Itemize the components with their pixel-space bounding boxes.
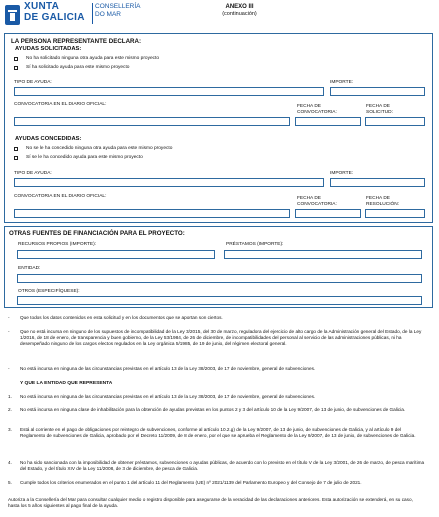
others-label: OTROS (ESPECIFÍQUESE): [18, 289, 80, 294]
requested-amount-field[interactable] [330, 87, 425, 96]
requested-no-label: No ha solicitado ninguna otra ayuda para este mismo proyecto [26, 56, 160, 61]
requested-amount-label: IMPORTE: [330, 80, 354, 85]
requested-aid-title: AYUDAS SOLICITADAS: [15, 46, 82, 52]
granted-call-date-label-1: FECHA DE [297, 196, 321, 201]
granted-amount-field[interactable] [330, 178, 425, 187]
numbered-text-4: No ha sido sancionada con la imposibilidad de obtener préstamos, subvenciones o ayudas públicas, de acuerdo con lo previsto en el título V de la Ley 3/2001, de 26 de marzo, de pesca marítima del Estado, y del título XIV de la Ley 11/2008, de 3 de diciembre, de pesca de Galicia. [20, 460, 425, 471]
granted-call-date-field[interactable] [295, 209, 361, 218]
declaration-text-2: Que no está incursa en ninguno de los supuestos de incompatibilidad de la Ley 3/2015, del 30 de marzo, reguladora del ejercicio de alto cargo de la Administración general del Estado, de la Ley 1/2016, de 18 de enero, de transparencia y buen gobierno, de la Ley 53/1984, de 26 de diciembre, de incompatibilidades del personal al servicio de las administraciones públicas, ni ha desempeñado ninguno de los cargos electos regulados en la Ley orgánica 5/1985, de 19 de junio, del régimen electoral general. [20, 329, 422, 346]
declaration-bullet-1: - [8, 315, 10, 320]
granted-type-field[interactable] [14, 178, 324, 187]
granted-yes-label: Sí se le ha concedido ayuda para este mismo proyecto [26, 155, 143, 160]
requested-call-date-field[interactable] [295, 117, 361, 126]
granted-call-label: CONVOCATORIA EN EL DIARIO OFICIAL: [14, 194, 107, 199]
loans-field[interactable] [224, 250, 422, 259]
declaration-bullet-2: - [8, 329, 10, 334]
granted-type-label: TIPO DE AYUDA: [14, 171, 52, 176]
declaration-text-3: No está incursa en ninguna de las circunstancias previstas en el artículo 13 de la Ley 38/2003, de 17 de noviembre, general de subvenciones. [20, 366, 316, 371]
numbered-text-2: No está incursa en ninguna clase de inhabilitación para la obtención de ayudas previstas en los puntos 2 y 3 del artículo 10 de la Ley 9/2007, de 13 de junio, de subvenciones de Galicia. [20, 407, 406, 412]
numbered-index-1: 1. [8, 394, 12, 399]
requested-call-date-label-2: CONVOCATORIA: [297, 110, 337, 115]
numbered-index-2: 2. [8, 407, 12, 412]
requested-call-date-label-1: FECHA DE [297, 104, 321, 109]
others-field[interactable] [17, 296, 422, 305]
department-name-line2: DO MAR [95, 11, 121, 18]
financing-heading: OTRAS FUENTES DE FINANCIACIÓN PARA EL PROYECTO: [9, 230, 185, 237]
granted-yes-checkbox[interactable] [14, 156, 18, 160]
department-name-line1: CONSELLERÍA [95, 3, 141, 10]
requested-no-checkbox[interactable] [14, 57, 18, 61]
declaration-text-1: Que todos los datos contenidos en esta solicitud y en los documentos que se aportan son ciertos. [20, 315, 223, 320]
loans-label: PRÉSTAMOS (IMPORTE): [226, 242, 284, 247]
requested-request-date-field[interactable] [365, 117, 425, 126]
granted-aid-title: AYUDAS CONCEDIDAS: [15, 136, 82, 142]
requested-yes-checkbox[interactable] [14, 66, 18, 70]
requested-call-label: CONVOCATORIA EN EL DIARIO OFICIAL: [14, 102, 107, 107]
own-resources-label: RECURSOS PROPIOS (IMPORTE): [18, 242, 97, 247]
entity-label: ENTIDAD: [18, 266, 41, 271]
numbered-index-4: 4. [8, 460, 12, 465]
granted-call-date-label-2: CONVOCATORIA: [297, 202, 337, 207]
annex-title: ANEXO III [225, 4, 254, 10]
numbered-index-3: 3. [8, 427, 12, 432]
logo-text-galicia: DE GALICIA [24, 12, 85, 23]
granted-no-checkbox[interactable] [14, 147, 18, 151]
requested-type-field[interactable] [14, 87, 324, 96]
granted-no-label: No se le ha concedido ninguna otra ayuda para este mismo proyecto [26, 146, 173, 151]
numbered-index-5: 5. [8, 480, 12, 485]
annex-subtitle: (continuación) [222, 11, 257, 17]
granted-resolution-date-label-1: FECHA DE [366, 196, 390, 201]
own-resources-field[interactable] [17, 250, 215, 259]
requested-type-label: TIPO DE AYUDA: [14, 80, 52, 85]
granted-resolution-date-label-2: RESOLUCIÓN: [366, 202, 400, 207]
requested-request-date-label-2: SOLICITUD: [366, 110, 393, 115]
authorization-text: Autoriza a la Consellería del Mar para consultar cualquier medio o registro disponible para asegurarse de la veracidad de las declaraciones anteriores. Esta autorización se extenderá, en su caso, hasta los 5 años siguientes al pago final de la ayuda. [8, 497, 413, 508]
numbered-text-5: Cumple todos los criterios enumerados en el punto 1 del artículo 11 del Reglamento (UE) nº 2021/1139 del Parlamento Europeo y del Consejo de 7 de julio de 2021. [20, 480, 362, 485]
requested-call-field[interactable] [14, 117, 290, 126]
granted-call-field[interactable] [14, 209, 290, 218]
granted-resolution-date-field[interactable] [365, 209, 425, 218]
declaration-bullet-3: - [8, 366, 10, 371]
numbered-text-3: Está al corriente en el pago de obligaciones por reintegro de subvenciones, conforme al artículo 10.2.g) de la Ley 9/2007, de 13 de junio, de subvenciones de Galicia, y al artículo 9 del Reglamento de subvenciones de Galicia, aprobado por el Decreto 11/2009, de 8 de enero, por el que se aprueba el Reglamento de la Ley 9/2007, de 13 de junio, de subvenciones de Galicia. [20, 427, 416, 438]
representative-heading: LA PERSONA REPRESENTANTE DECLARA: [11, 38, 142, 45]
logo-text-xunta: XUNTA [24, 1, 60, 12]
entity-heading: Y QUE LA ENTIDAD QUE REPRESENTA [20, 381, 113, 386]
granted-amount-label: IMPORTE: [330, 171, 354, 176]
entity-field[interactable] [17, 274, 422, 283]
numbered-text-1: No está incursa en ninguna de las circunstancias previstas en el artículo 13 de la Ley 38/2003, de 17 de noviembre, general de subvenciones. [20, 394, 316, 399]
requested-request-date-label-1: FECHA DE [366, 104, 390, 109]
requested-yes-label: Sí ha solicitado ayuda para este mismo proyecto [26, 65, 130, 70]
